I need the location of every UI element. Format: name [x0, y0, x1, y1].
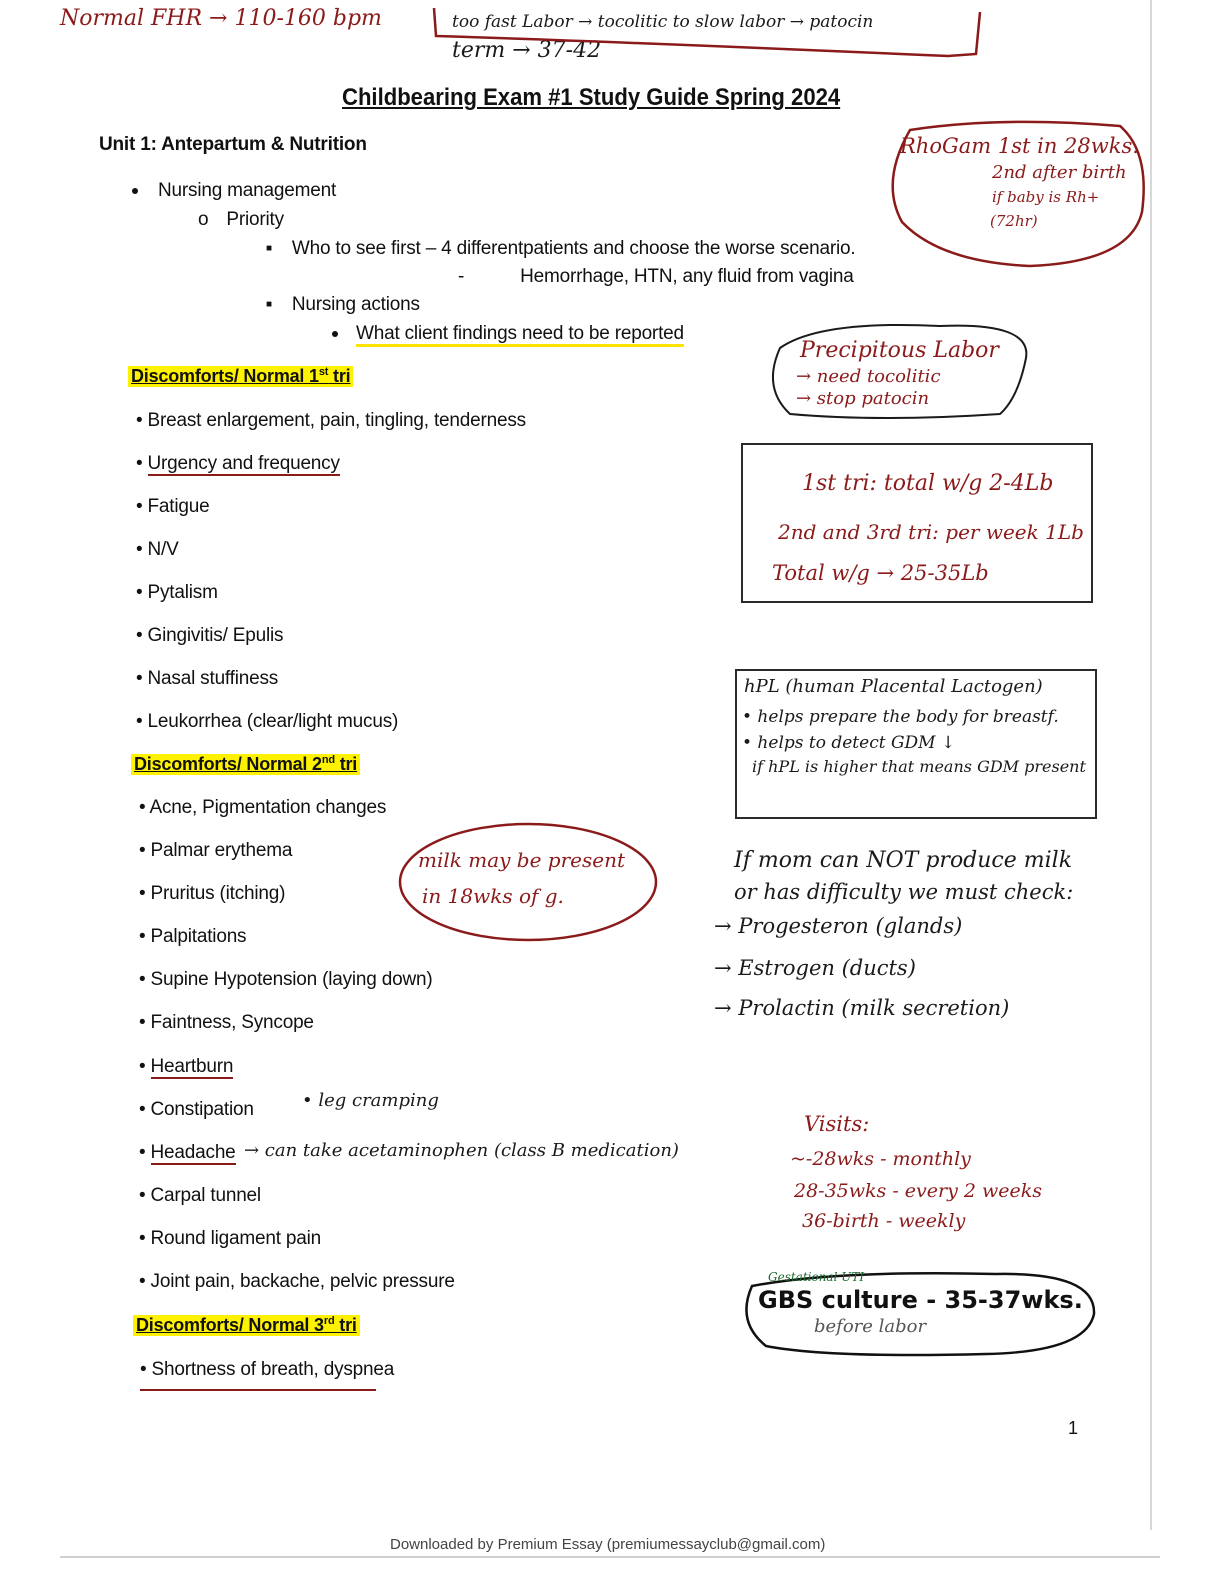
square-bullet-icon: ■ [266, 299, 272, 311]
list-item-text: Gingivitis/ Epulis [147, 625, 284, 646]
precip-line-2: → stop patocin [796, 388, 930, 409]
labor-speed-note: too fast Labor → tocolitic to slow labor → patocin [452, 12, 874, 32]
gbs-sub: before labor [814, 1316, 927, 1337]
tri3-heading-sup: rd [323, 1315, 335, 1327]
tri2-heading-end: tri [334, 754, 358, 774]
outline-priority [198, 209, 284, 231]
rhogam-line-2: 2nd after birth [992, 162, 1127, 183]
list-item-text: Joint pain, backache, pelvic pressure [150, 1271, 455, 1292]
list-item: • Urgency and frequency [136, 453, 340, 474]
term-note: term → 37-42 [452, 38, 602, 63]
tri2-heading-text: Discomforts/ Normal 2 [134, 754, 322, 774]
list-item-text: Pruritus (itching) [150, 883, 286, 904]
bullet-icon [132, 188, 138, 194]
rhogam-line-1: RhoGam 1st in 28wks. [900, 134, 1139, 158]
precip-line-1: → need tocolitic [796, 366, 941, 387]
tri3-heading-end: tri [334, 1315, 357, 1335]
list-item: • Pytalism [136, 582, 218, 603]
gbs-main: GBS culture - 35-37wks. [758, 1286, 1083, 1314]
list-item: • Faintness, Syncope [139, 1012, 314, 1033]
list-item: • Carpal tunnel [139, 1185, 261, 1206]
list-item: • Nasal stuffiness [136, 668, 279, 689]
hpl-line-2: • helps to detect GDM ↓ [742, 733, 956, 753]
mom-line-1: If mom can NOT produce milk [734, 848, 1073, 873]
tri2-heading-sup: nd [321, 754, 335, 766]
square-bullet-icon: ■ [266, 243, 272, 255]
tri1-heading-text: Discomforts/ Normal 1 [131, 366, 319, 386]
unit-heading: Unit 1: Antepartum & Nutrition [99, 134, 367, 155]
tri3-heading [133, 1315, 360, 1336]
list-item: • N/V [136, 539, 179, 560]
milk-oval [396, 818, 664, 948]
list-item: • Joint pain, backache, pelvic pressure [139, 1271, 455, 1292]
tri3-heading-text: Discomforts/ Normal 3 [136, 1315, 324, 1335]
list-item-text: Headache [150, 1142, 236, 1163]
outline-nursing-actions [266, 294, 420, 316]
priority-text: Priority [226, 209, 284, 230]
mom-line-4: → Estrogen (ducts) [714, 956, 916, 980]
list-item-text: Acne, Pigmentation changes [149, 797, 387, 818]
list-item-text: Nasal stuffiness [147, 668, 279, 689]
mom-line-2: or has difficulty we must check: [734, 880, 1074, 904]
circle-bullet-icon: o [198, 209, 209, 230]
header-bracket [428, 6, 988, 66]
visits-line-1: ~-28wks - monthly [790, 1148, 971, 1170]
hpl-line-3: if hPL is higher that means GDM present [752, 757, 1086, 776]
page-number: 1 [1068, 1418, 1078, 1438]
tri1-heading-end: tri [328, 366, 351, 386]
nursing-actions-text: Nursing actions [291, 294, 420, 315]
list-item-text: Constipation [150, 1099, 254, 1120]
headache-note: → can take acetaminophen (class B medication) [244, 1140, 679, 1161]
list-item-text: N/V [147, 539, 179, 560]
visits-line-2: 28-35wks - every 2 weeks [794, 1180, 1043, 1202]
list-item-text: Shortness of breath, dyspnea [151, 1359, 395, 1380]
list-item: • Pruritus (itching) [139, 883, 286, 904]
list-item: • Breast enlargement, pain, tingling, tenderness [136, 410, 526, 431]
dash-bullet-icon: - [458, 266, 465, 287]
list-item: • Constipation [139, 1099, 254, 1120]
dash-item-text: Hemorrhage, HTN, any fluid from vagina [520, 266, 854, 287]
list-item-text: Carpal tunnel [150, 1185, 261, 1206]
weight-gain-line-1: 1st tri: total w/g 2-4Lb [802, 471, 1054, 496]
red-underline [140, 1389, 376, 1391]
milk-line-1: milk may be present [418, 848, 625, 872]
outline-client-findings [332, 323, 684, 345]
list-item: • Palmar erythema [139, 840, 293, 861]
list-item-text: Round ligament pain [150, 1228, 322, 1249]
list-item: • Supine Hypotension (laying down) [139, 969, 433, 990]
weight-gain-line-3: Total w/g → 25-35Lb [772, 561, 989, 585]
list-item-text: Faintness, Syncope [150, 1012, 314, 1033]
list-item-text: Breast enlargement, pain, tingling, tenderness [147, 410, 526, 431]
page-title: Childbearing Exam #1 Study Guide Spring 2024 [342, 84, 841, 111]
mom-line-5: → Prolactin (milk secretion) [714, 996, 1010, 1020]
outline-dash-item [458, 266, 854, 288]
list-item: • Round ligament pain [139, 1228, 322, 1249]
who-first-text: Who to see first – 4 differentpatients and choose the worse scenario. [291, 238, 856, 259]
list-item: • Fatigue [136, 496, 210, 517]
rhogam-line-3: if baby is Rh+ [992, 188, 1100, 206]
tri1-heading [128, 366, 353, 387]
list-item: • Headache [139, 1142, 236, 1163]
tri1-heading-sup: st [318, 366, 329, 378]
tri2-heading [131, 754, 360, 775]
list-item-text: Supine Hypotension (laying down) [150, 969, 433, 990]
list-item-text: Leukorrhea (clear/light mucus) [147, 711, 399, 732]
weight-gain-line-2: 2nd and 3rd tri: per week 1Lb [778, 520, 1084, 544]
list-item-text: Palmar erythema [150, 840, 293, 861]
list-item-text: Urgency and frequency [147, 453, 340, 474]
gbs-small-note: Gestational UTI [768, 1270, 865, 1284]
precip-title: Precipitous Labor [800, 338, 999, 363]
list-item: • Heartburn [139, 1056, 234, 1077]
mom-line-3: → Progesteron (glands) [714, 914, 963, 938]
leg-cramping-note: • leg cramping [302, 1090, 439, 1111]
rhogam-line-4: (72hr) [990, 212, 1038, 230]
list-item: • Palpitations [139, 926, 247, 947]
client-findings-text: What client findings need to be reported [356, 323, 684, 347]
fhr-note: Normal FHR → 110-160 bpm [60, 6, 382, 31]
hpl-line-1: • helps prepare the body for breastf. [742, 707, 1059, 727]
list-item: • Leukorrhea (clear/light mucus) [136, 711, 399, 732]
list-item: • Gingivitis/ Epulis [136, 625, 284, 646]
list-item-text: Heartburn [150, 1056, 234, 1077]
page-bottom-edge [60, 1556, 1160, 1558]
list-item-text: Palpitations [150, 926, 247, 947]
visits-line-3: 36-birth - weekly [802, 1210, 966, 1232]
nursing-management-text: Nursing management [158, 180, 337, 201]
bullet-icon [332, 331, 338, 337]
list-item-text: Fatigue [147, 496, 210, 517]
outline-who-first [266, 238, 855, 260]
list-item: • Shortness of breath, dyspnea [140, 1359, 395, 1380]
milk-line-2: in 18wks of g. [422, 884, 564, 908]
outline-nursing-management [132, 180, 336, 202]
list-item-text: Pytalism [147, 582, 218, 603]
hpl-title: hPL (human Placental Lactogen) [744, 676, 1043, 697]
list-item: • Acne, Pigmentation changes [139, 797, 387, 818]
footer-download-note: Downloaded by Premium Essay (premiumessayclub@gmail.com) [390, 1536, 826, 1553]
visits-title: Visits: [804, 1112, 870, 1136]
